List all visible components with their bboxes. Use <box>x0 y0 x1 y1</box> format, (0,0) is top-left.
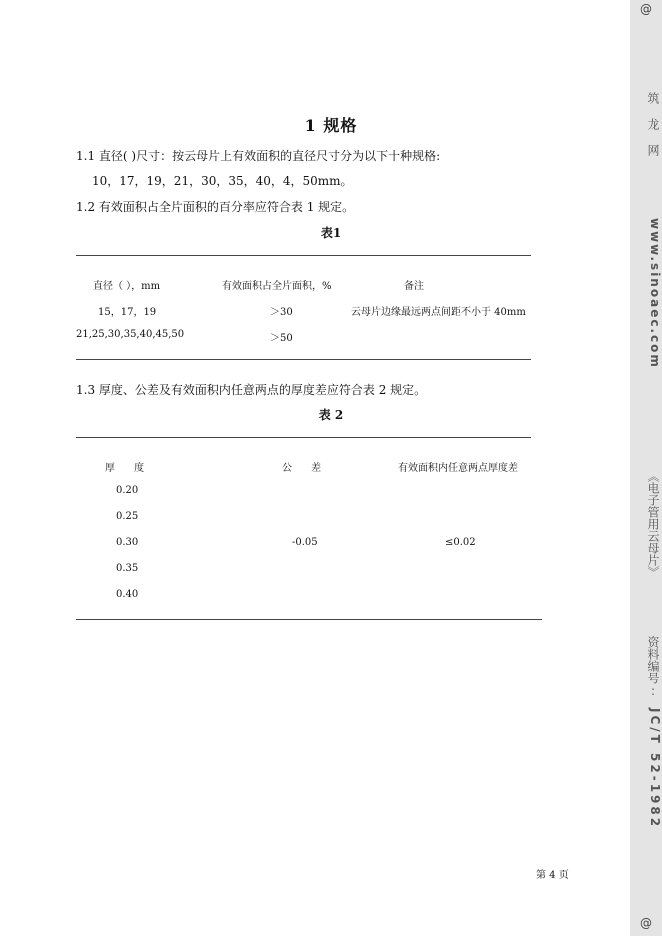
table1-cell: ＞30 <box>270 307 293 318</box>
document-number-text: JC/T 52-1982 <box>648 708 662 830</box>
site-name-cn <box>630 92 662 156</box>
watermark-sidebar <box>630 0 662 936</box>
table1-header-area: 有效面积占全片面积，% <box>222 281 332 292</box>
table2-tolerance-cell: -0.05 <box>292 537 318 548</box>
document-number-label <box>630 636 662 698</box>
table1-caption: 表1 <box>320 226 342 240</box>
document-number <box>630 708 662 829</box>
table1-header-diameter: 直径（ ），mm <box>93 281 161 292</box>
table2-caption: 表 2 <box>318 408 344 422</box>
site-name-text: 筑 龙 网 <box>646 92 660 156</box>
paragraph-1-2: 1.2 有效面积占全片面积的百分率应符合表 1 规定。 <box>76 200 355 214</box>
table2-header-tolerance: 公 差 <box>282 463 322 474</box>
table1-cell: 云母片边缘最远两点间距不小于 40mm <box>351 307 526 318</box>
table1-bottom-rule <box>76 359 531 360</box>
table1-header-note: 备注 <box>404 281 424 292</box>
site-url <box>630 218 662 369</box>
site-url-text: www.sinoaec.com <box>648 218 662 369</box>
table2-header-thickness: 厚 度 <box>105 463 145 474</box>
table2-thickness-cell: 0.30 <box>116 537 139 548</box>
table1-cell: ＞50 <box>270 333 293 344</box>
table2-difference-cell: ≤0.02 <box>445 537 476 548</box>
paragraph-1-3: 1.3 厚度、公差及有效面积内任意两点的厚度差应符合表 2 规定。 <box>76 383 427 397</box>
table1-cell: 15，17，19 <box>98 307 157 318</box>
table2-header-difference: 有效面积内任意两点厚度差 <box>398 463 518 474</box>
table1-top-rule <box>76 255 531 256</box>
at-symbol-bottom: @ <box>640 916 652 930</box>
table2-thickness-cell: 0.35 <box>116 563 139 574</box>
table2-thickness-cell: 0.20 <box>116 485 139 496</box>
at-symbol-top: @ <box>640 2 652 16</box>
table1-cell: 21,25,30,35,40,45,50 <box>76 329 185 340</box>
paragraph-1-1-sizes: 10，17，19，21，30，35，40，4，50mm。 <box>92 174 353 188</box>
paragraph-1-1: 1.1 直径( )尺寸：按云母片上有效面积的直径尺寸分为以下十种规格: <box>76 149 441 163</box>
table2-top-rule <box>76 437 531 438</box>
section-title: 1 规格 <box>304 116 358 135</box>
table2-thickness-cell: 0.40 <box>116 589 139 600</box>
table2-bottom-rule <box>76 619 542 620</box>
document-title-text: 《电子管用云母片》 <box>646 470 660 578</box>
table2-thickness-cell: 0.25 <box>116 511 139 522</box>
document-title-vertical <box>630 470 662 578</box>
page-number: 第 4 页 <box>536 870 569 881</box>
document-number-label-text: 资料编号: <box>646 636 660 698</box>
